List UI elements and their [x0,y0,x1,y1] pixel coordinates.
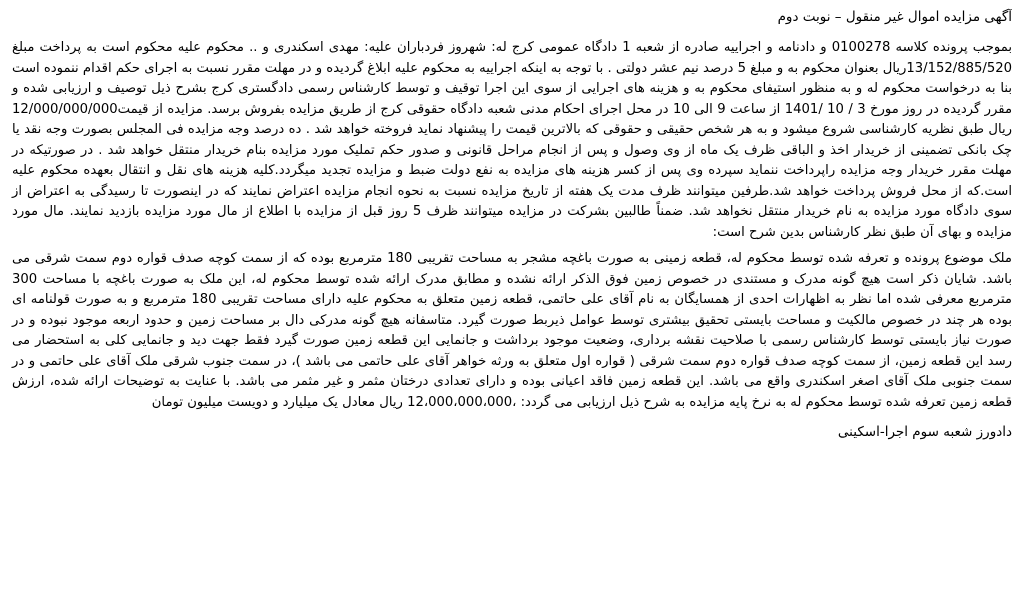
notice-paragraph-terms: بموجب پرونده کلاسه 0100278 و دادنامه و اجراییه صادره از شعبه 1 دادگاه عمومی کرج له: شهروز فردباران علیه: مهدی اسکندری و .. محکوم علیه محکوم است به پرداخت مبلغ 13/152/885/520ریال بعنوان محکوم به و مبلغ 5 درصد نیم عشر دولتی . با توجه به اینکه اجراییه به محکوم علیه ابلاغ گردیده و در مهلت مقرر نسبت به اجرای حکم اقدام ننموده است بنا به درخواست محکوم له و به منظور استیفای محکوم به و هزینه های اجرایی از سوی این اجرا توقیف و توسط کارشناس رسمی دادگستری کرج بشرح ذیل توصیف و ارزیابی شده و مقرر گردیده در روز مورخ 3 / 10 /1401 از ساعت 9 الی 10 در محل اجرای احکام مدنی شعبه دادگاه حقوقی کرج از طریق مزایده بفروش برسد. مزایده از قیمت12/000/000/000 ریال طبق نظریه کارشناسی شروع میشود و به هر شخص حقیقی و حقوقی که بالاترین قیمت را پیشنهاد نماید فروخته خواهد شد . ده درصد وجه مزایده فی المجلس بصورت وجه نقد یا چک بانکی تضمینی از خریدار اخذ و الباقی ظرف یک ماه از وی وصول و پس از انجام مراحل قانونی و صدور حکم تملیک مورد مزایده بنام خریدار منتقل خواهد شد . در صورتیکه در مهلت مقرر خریدار وجه مزایده راپرداخت ننماید سپرده وی پس از کسر هزینه های مزایده به نفع دولت ضبط و مزایده تجدید میگردد.کلیه هزینه های نقل و انتقال بعهده محکوم علیه است.که از محل فروش پرداخت خواهد شد.طرفین میتوانند ظرف مدت یک هفته از تاریخ مزایده نسبت به نحوه انجام مزایده اعتراض نمایند که در اینصورت تا رسیدگی به اعتراض از سوی دادگاه مورد مزایده به نام خریدار منتقل نخواهد شد. ضمناً طالبین بشرکت در مزایده میتوانند ظرف 5 روز قبل از مزایده با اطلاع از مال مورد مزایده بازدید نمایند. مال مورد مزایده و بهای آن طبق نظر کارشناس بدین شرح است: [12,40,1013,240]
notice-paragraph-property-description: ملک موضوع پرونده و تعرفه شده توسط محکوم له، قطعه زمینی به صورت باغچه مشجر به مساحت تقریبی 180 مترمربع بوده که از سمت کوچه صدف قواره دوم سمت شرقی می باشد. شایان ذکر است هیچ گونه مدرک و مستندی در خصوص زمین فوق الذکر ارائه نشده و مطابق مدرک ارائه شده توسط محکوم له، این ملک به صورت باغچه با مساحت 300 مترمربع معرفی شده اما نظر به اظهارات احدی از همسایگان به نام آقای علی حاتمی، قطعه زمین متعلق به محکوم علیه دارای مساحت تقریبی 180 مترمربع و به صورت قولنامه ای بوده هر چند در خصوص مالکیت و مساحت بایستی تحقیق بیشتری توسط عوامل ذیربط صورت گیرد. متاسفانه هیچ گونه مدرکی دال بر مساحت زمین و حدود اربعه موجود نبوده و در صورت نیاز بایستی توسط کارشناس رسمی با صلاحیت نقشه برداری، وضعیت موجود برداشت و جانمایی این قطعه زمین صورت گیرد فقط جهت دید و جانمایی کلی به استحضار می رسد این قطعه زمین، از سمت کوچه صدف قواره دوم سمت شرقی ( قواره اول متعلق به ورثه خواهر آقای علی حاتمی می باشد )، در سمت جنوب شرقی ملک آقای علی حاتمی و در سمت جنوبی ملک آقای اصغر اسکندری واقع می باشد. این قطعه زمین فاقد اعیانی بوده و دارای تعدادی درختان مثمر و غیر مثمر می باشد. با عنایت به توضیحات ارائه شده، ارزش قطعه زمین تعرفه شده توسط محکوم له به نرخ پایه مزایده به شرح ذیل ارزیابی می گردد: ،12،000،000،000 ریال معادل یک میلیارد و دویست میلیون تومان [12,251,1012,410]
notice-signature: دادورز شعبه سوم اجرا-اسکینی [837,424,1012,440]
auction-notice [8,6,1016,602]
notice-title: آگهی مزایده اموال غیر منقول – نوبت دوم [777,9,1012,25]
